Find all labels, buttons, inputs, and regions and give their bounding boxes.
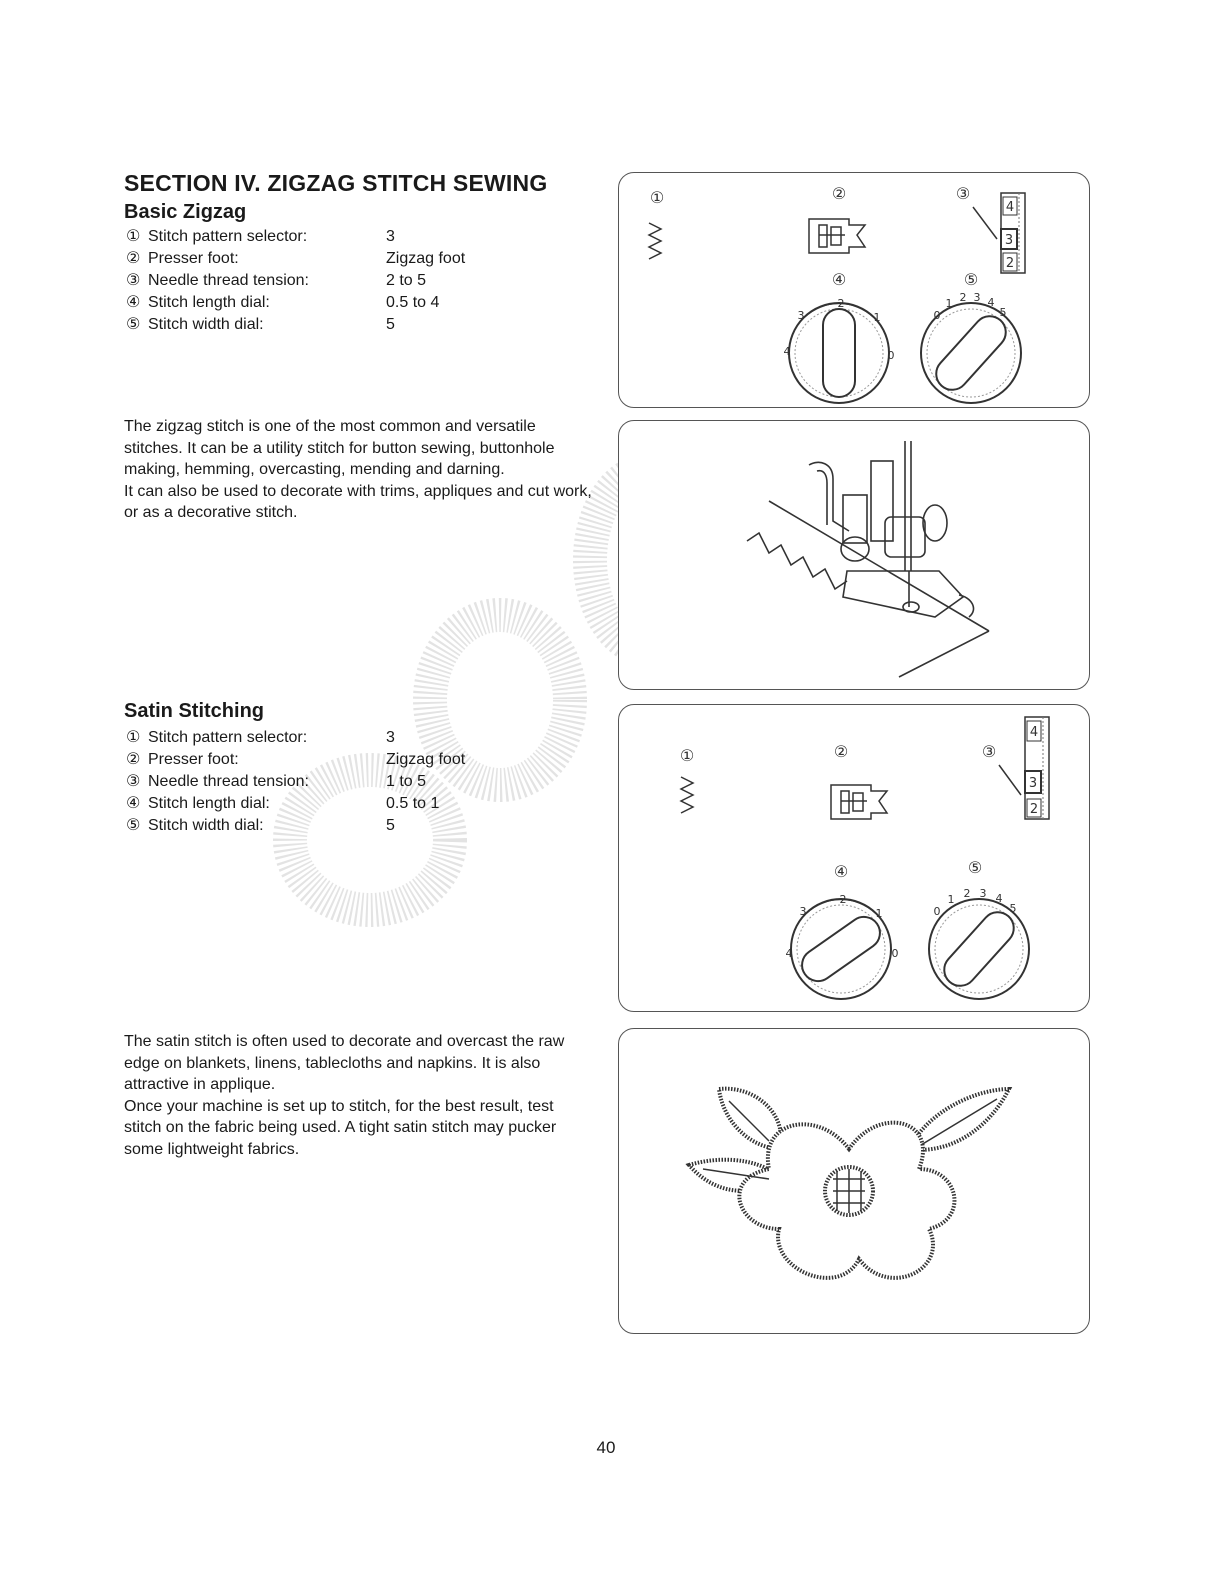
callout-2: ② xyxy=(833,742,849,761)
tension-dial-icon xyxy=(973,193,1025,273)
zigzag-pattern-icon xyxy=(649,223,661,259)
setting-row xyxy=(126,815,395,837)
satin-stitching-title: Satin Stitching xyxy=(124,700,264,722)
callout-number: ① xyxy=(126,228,141,245)
basic-paragraph-2: It can also be used to decorate with trims, appliques and cut work, or as a decorative stitch. xyxy=(124,482,592,521)
callout-5: ⑤ xyxy=(963,270,979,289)
callout-5: ⑤ xyxy=(967,858,983,877)
setting-row xyxy=(126,226,395,248)
stitch-length-dial-icon xyxy=(784,297,895,403)
basic-zigzag-title: Basic Zigzag xyxy=(124,201,247,223)
presser-foot-illustration xyxy=(618,420,1090,690)
dial-mark: 1 xyxy=(873,311,881,324)
callout-4: ④ xyxy=(831,270,847,289)
tension-mark: 2 xyxy=(1005,256,1015,271)
tension-dial-icon xyxy=(999,717,1049,819)
setting-row xyxy=(126,727,395,749)
setting-label: Stitch pattern selector: xyxy=(148,228,308,245)
callout-number: ④ xyxy=(126,294,141,311)
dial-mark: 2 xyxy=(963,887,971,900)
dial-mark: 1 xyxy=(947,893,955,906)
callout-1: ① xyxy=(649,188,665,207)
dial-mark: 0 xyxy=(933,905,941,918)
setting-row xyxy=(126,749,466,771)
dial-mark: 2 xyxy=(959,291,967,304)
setting-value: 5 xyxy=(386,817,395,834)
callout-number: ⑤ xyxy=(126,817,141,834)
dial-mark: 1 xyxy=(945,297,953,310)
setting-value: 3 xyxy=(386,729,395,746)
basic-settings-list xyxy=(126,226,466,336)
callout-3: ③ xyxy=(981,742,997,761)
dial-mark: 0 xyxy=(887,349,895,362)
tension-mark: 3 xyxy=(1028,776,1038,791)
setting-label: Needle thread tension: xyxy=(148,272,309,289)
stitch-width-dial-icon xyxy=(921,291,1021,403)
setting-row xyxy=(126,771,427,793)
satin-paragraph-1: The satin stitch is often used to decorate and overcast the raw edge on blankets, linens, tablecloths and napkins. It is also attractive in applique. xyxy=(124,1033,565,1093)
setting-label: Needle thread tension: xyxy=(148,773,309,790)
dial-mark: 3 xyxy=(799,905,807,918)
setting-value: Zigzag foot xyxy=(386,250,466,267)
setting-row xyxy=(126,793,440,815)
setting-label: Stitch length dial: xyxy=(148,294,270,311)
zigzag-pattern-icon xyxy=(681,777,693,813)
dial-mark: 4 xyxy=(785,947,793,960)
callout-2: ② xyxy=(831,184,847,203)
setting-value: 3 xyxy=(386,228,395,245)
setting-row xyxy=(126,248,466,270)
basic-description xyxy=(124,416,594,524)
dial-mark: 3 xyxy=(973,291,981,304)
section-title: SECTION IV. ZIGZAG STITCH SEWING xyxy=(124,170,548,196)
callout-number: ① xyxy=(126,729,141,746)
callout-number: ⑤ xyxy=(126,316,141,333)
setting-label: Stitch width dial: xyxy=(148,817,264,834)
dial-mark: 5 xyxy=(1009,902,1017,915)
satin-settings-list xyxy=(126,727,466,837)
setting-value: Zigzag foot xyxy=(386,751,466,768)
tension-mark: 4 xyxy=(1029,725,1039,740)
dial-mark: 1 xyxy=(875,907,883,920)
callout-3: ③ xyxy=(955,184,971,203)
setting-value: 0.5 to 1 xyxy=(386,795,440,812)
sewing-zigzag-image xyxy=(619,421,1089,689)
zigzag-foot-icon xyxy=(809,219,865,253)
setting-label: Presser foot: xyxy=(148,751,239,768)
callout-1: ① xyxy=(679,746,695,765)
basic-paragraph-1: The zigzag stitch is one of the most common and versatile stitches. It can be a utility stitch for button sewing, buttonhole making, hemming, overcasting, mending and darning. xyxy=(124,418,555,478)
tension-mark: 3 xyxy=(1004,233,1014,248)
page-number: 40 xyxy=(596,1438,616,1457)
dial-mark: 2 xyxy=(837,297,845,310)
zigzag-foot-icon xyxy=(831,785,887,819)
dial-mark: 5 xyxy=(999,306,1007,319)
dial-mark: 4 xyxy=(987,296,995,309)
setting-value: 1 to 5 xyxy=(386,773,427,790)
setting-label: Stitch length dial: xyxy=(148,795,270,812)
satin-settings-diagram xyxy=(618,704,1090,1012)
setting-label: Stitch width dial: xyxy=(148,316,264,333)
callout-number: ③ xyxy=(126,272,141,289)
satin-paragraph-2: Once your machine is set up to stitch, for the best result, test stitch on the fabric being used. A tight satin stitch may pucker some lightweight fabrics. xyxy=(124,1097,557,1158)
stitch-width-dial-icon xyxy=(929,887,1029,999)
callout-4: ④ xyxy=(833,862,849,881)
setting-value: 5 xyxy=(386,316,395,333)
stitch-length-dial-icon xyxy=(786,893,899,999)
setting-value: 2 to 5 xyxy=(386,272,427,289)
dial-mark: 4 xyxy=(783,345,791,358)
setting-row xyxy=(126,314,395,336)
satin-description xyxy=(124,1031,594,1160)
setting-value: 0.5 to 4 xyxy=(386,294,440,311)
dial-mark: 0 xyxy=(933,309,941,322)
setting-row xyxy=(126,292,440,314)
basic-settings-diagram xyxy=(618,172,1090,408)
dial-mark: 3 xyxy=(979,887,987,900)
dial-mark: 0 xyxy=(891,947,899,960)
flower-applique-illustration xyxy=(618,1028,1090,1334)
setting-label: Stitch pattern selector: xyxy=(148,729,308,746)
dial-mark: 2 xyxy=(839,893,847,906)
callout-number: ③ xyxy=(126,773,141,790)
tension-mark: 2 xyxy=(1029,802,1039,817)
callout-number: ② xyxy=(126,250,141,267)
tension-mark: 4 xyxy=(1005,200,1015,215)
callout-number: ④ xyxy=(126,795,141,812)
dial-mark: 4 xyxy=(995,892,1003,905)
callout-number: ② xyxy=(126,751,141,768)
setting-row xyxy=(126,270,427,292)
dial-mark: 3 xyxy=(797,309,805,322)
satin-flower-image xyxy=(619,1029,1089,1333)
setting-label: Presser foot: xyxy=(148,250,239,267)
